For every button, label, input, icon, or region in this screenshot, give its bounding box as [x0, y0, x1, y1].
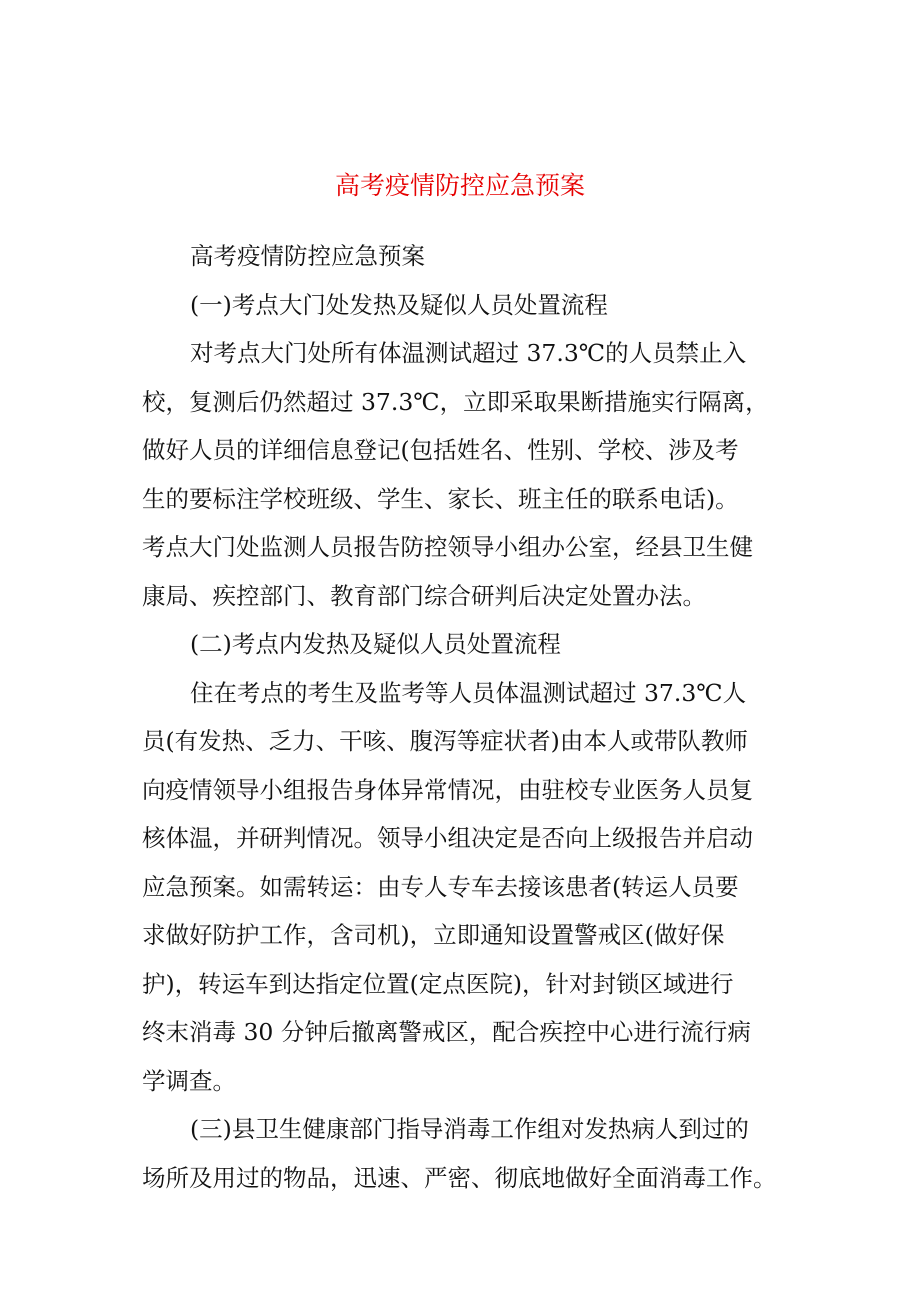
section-heading-1	[142, 281, 782, 330]
text-line: 做好人员的详细信息登记(包括姓名、性别、学校、涉及考	[142, 436, 739, 464]
text-line: 终末消毒 30 分钟后撤离警戒区，配合疾控中心进行流行病	[142, 1018, 751, 1046]
text-line: 康局、疾控部门、教育部门综合研判后决定处置办法。	[142, 581, 706, 610]
text-line: 生的要标注学校班级、学生、家长、班主任的联系电话)。	[142, 484, 739, 513]
text-line: 住在考点的考生及监考等人员体温测试超过 37.3℃人	[190, 678, 747, 707]
text-line: 核体温，并研判情况。领导小组决定是否向上级报告并启动	[142, 824, 753, 852]
section-heading-3	[142, 1105, 782, 1202]
text-line: 校，复测后仍然超过 37.3℃，立即采取果断措施实行隔离，	[142, 387, 769, 416]
paragraph-entrance-procedure	[142, 329, 782, 620]
text-line: 求做好防护工作，含司机)，立即通知设置警戒区(做好保	[142, 921, 725, 949]
text-line: (三)县卫生健康部门指导消毒工作组对发热病人到过的	[190, 1115, 749, 1143]
text-line: 护)，转运车到达指定位置(定点医院)，针对封锁区域进行	[142, 969, 734, 998]
text-line: (一)考点大门处发热及疑似人员处置流程	[190, 290, 608, 319]
text-line: (二)考点内发热及疑似人员处置流程	[190, 630, 561, 658]
text-line: 考点大门处监测人员报告防控领导小组办公室，经县卫生健	[142, 533, 753, 561]
section-heading-2	[142, 620, 782, 669]
text-line: 高考疫情防控应急预案	[190, 242, 425, 270]
document-body	[142, 232, 782, 1202]
text-line: 对考点大门处所有体温测试超过 37.3℃的人员禁止入	[190, 339, 747, 367]
text-line: 场所及用过的物品，迅速、严密、彻底地做好全面消毒工作。	[142, 1163, 777, 1192]
paragraph-heading	[142, 232, 782, 281]
text-line: 学调查。	[142, 1066, 236, 1095]
paragraph-inside-procedure	[142, 669, 782, 1106]
text-line: 向疫情领导小组报告身体异常情况，由驻校专业医务人员复	[142, 775, 753, 804]
text-line: 应急预案。如需转运：由专人专车去接该患者(转运人员要	[142, 872, 739, 901]
document-title: 高考疫情防控应急预案	[334, 171, 585, 200]
text-line: 员(有发热、乏力、干咳、腹泻等症状者)由本人或带队教师	[142, 727, 748, 755]
